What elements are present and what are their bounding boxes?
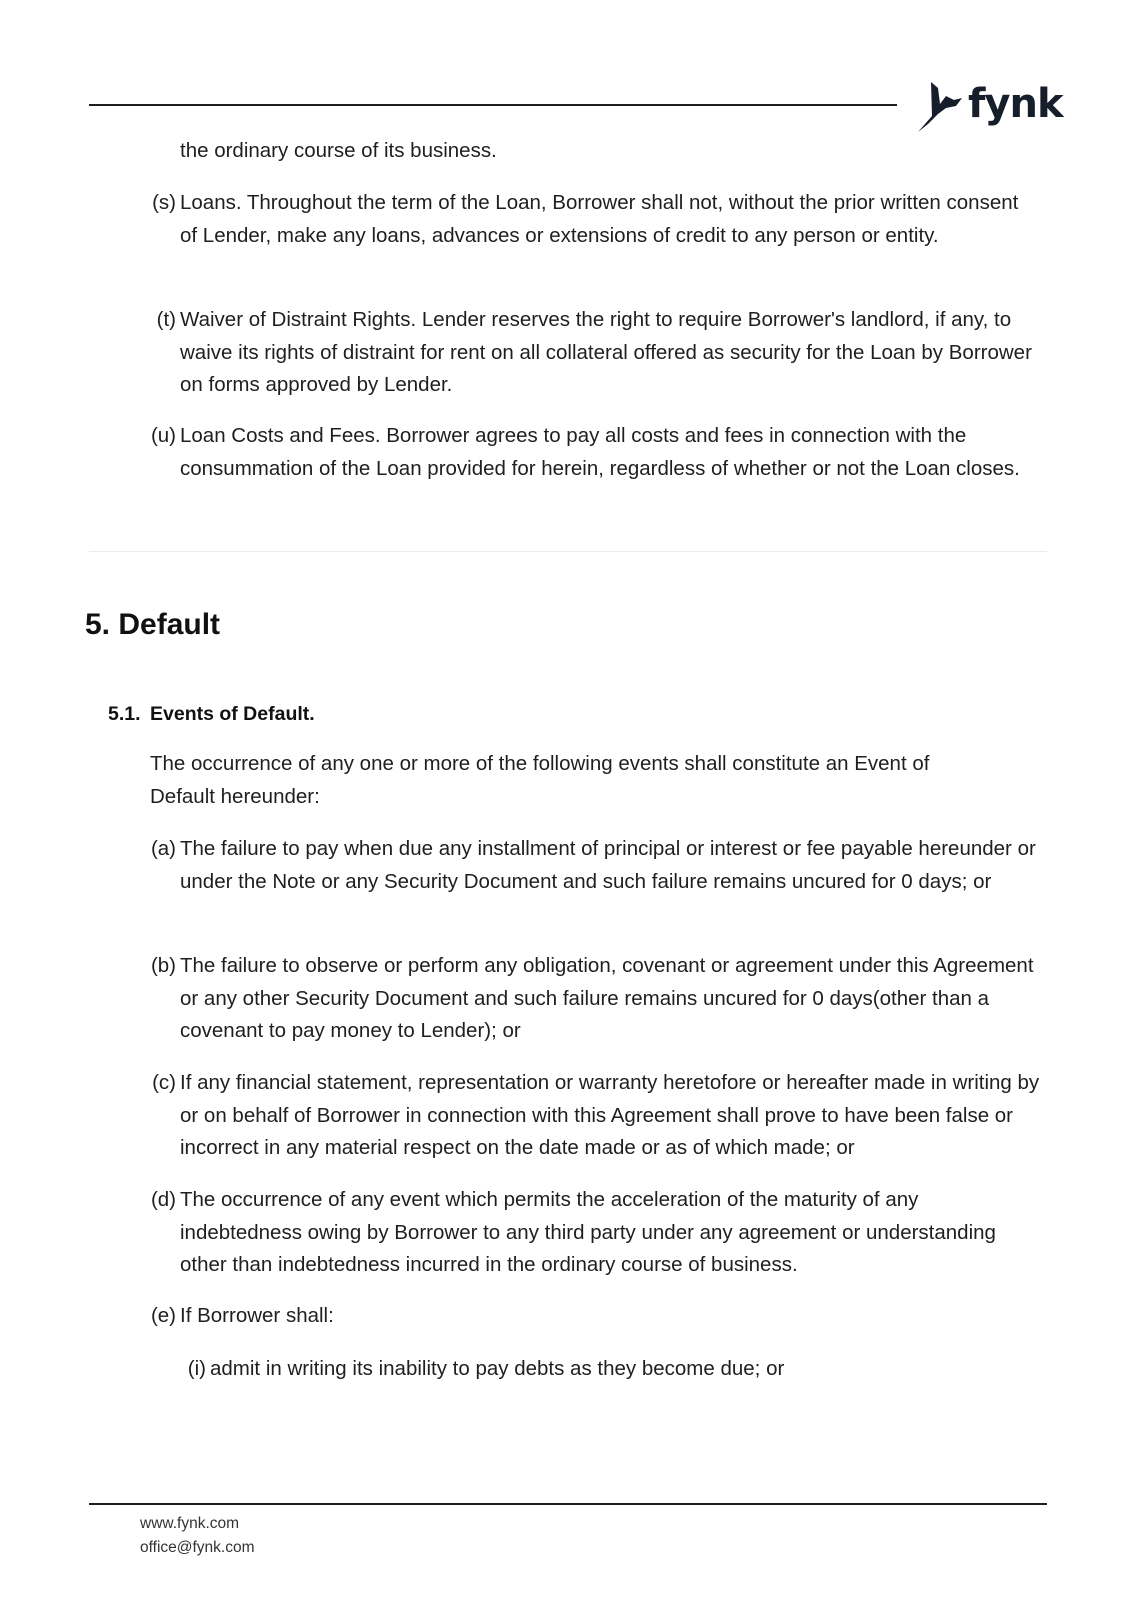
item-text: If any financial statement, representation or warranty heretofore or hereafter made in writing by or on behalf of Borrower in connection with this Agreement shall prove to have been false or incorrect in any material respect on the date made or as of which made; or (180, 1071, 1040, 1159)
item-marker: (u) (150, 424, 176, 447)
fynk-logo (918, 78, 1063, 136)
list-item (152, 187, 1040, 252)
item-text: The failure to observe or perform any obligation, covenant or agreement under this Agreement or any other Security Document and such failure remains uncured for 0 days(other than a covenant to pay money to Lender); or (180, 954, 1034, 1042)
item-marker: (s) (152, 191, 176, 214)
header-rule (89, 104, 897, 106)
list-item (150, 950, 1040, 1048)
list-item (187, 1353, 1040, 1386)
item-marker: (c) (152, 1071, 176, 1094)
section-intro: The occurrence of any one or more of the following events shall constitute an Event of Default hereunder: (150, 752, 930, 808)
item-marker: (d) (150, 1188, 176, 1211)
item-text: admit in writing its inability to pay debts as they become due; or (210, 1357, 785, 1380)
list-item (150, 833, 1040, 898)
footer-rule (89, 1503, 1047, 1505)
item-marker: (b) (150, 954, 176, 977)
item-text: If Borrower shall: (180, 1304, 334, 1327)
item-marker: (t) (156, 308, 176, 331)
list-item (150, 1300, 1040, 1333)
section-title: 5. Default (85, 608, 221, 641)
list-item (150, 1184, 1040, 1282)
subsection-heading (108, 700, 315, 728)
list-item (152, 1067, 1040, 1165)
item-marker: (i) (187, 1357, 206, 1380)
item-text: The failure to pay when due any installment of principal or interest or fee payable hereunder or under the Note or any Security Document and such failure remains uncured for 0 days; or (180, 837, 1036, 893)
logo-text: fynk (968, 81, 1063, 127)
item-text: Loan Costs and Fees. Borrower agrees to pay all costs and fees in connection with the consummation of the Loan provided for herein, regardless of whether or not the Loan closes. (180, 424, 1020, 480)
subsection-title: Events of Default. (150, 703, 315, 725)
item-text: The occurrence of any event which permits the acceleration of the maturity of any indebtedness owing by Borrower to any third party under any agreement or understanding other than indebtedness incurred in the ordinary course of business. (180, 1188, 996, 1276)
footer-email: office@fynk.com (140, 1539, 255, 1556)
subsection-number: 5.1. (108, 703, 141, 725)
continuation-text: the ordinary course of its business. (180, 139, 497, 162)
item-text: Waiver of Distraint Rights. Lender reserves the right to require Borrower's landlord, if any, to waive its rights of distraint for rent on all collateral offered as security for the Loan by Borrower on forms approved by Lender. (180, 308, 1032, 396)
section-divider (89, 551, 1047, 552)
footer-website: www.fynk.com (140, 1515, 240, 1532)
item-marker: (a) (150, 837, 176, 860)
item-text: Loans. Throughout the term of the Loan, Borrower shall not, without the prior written consent of Lender, make any loans, advances or extensions of credit to any person or entity. (180, 191, 1019, 247)
item-marker: (e) (150, 1304, 176, 1327)
list-item (156, 304, 1040, 402)
list-item (150, 420, 1040, 485)
bird-logo-icon (918, 78, 964, 136)
